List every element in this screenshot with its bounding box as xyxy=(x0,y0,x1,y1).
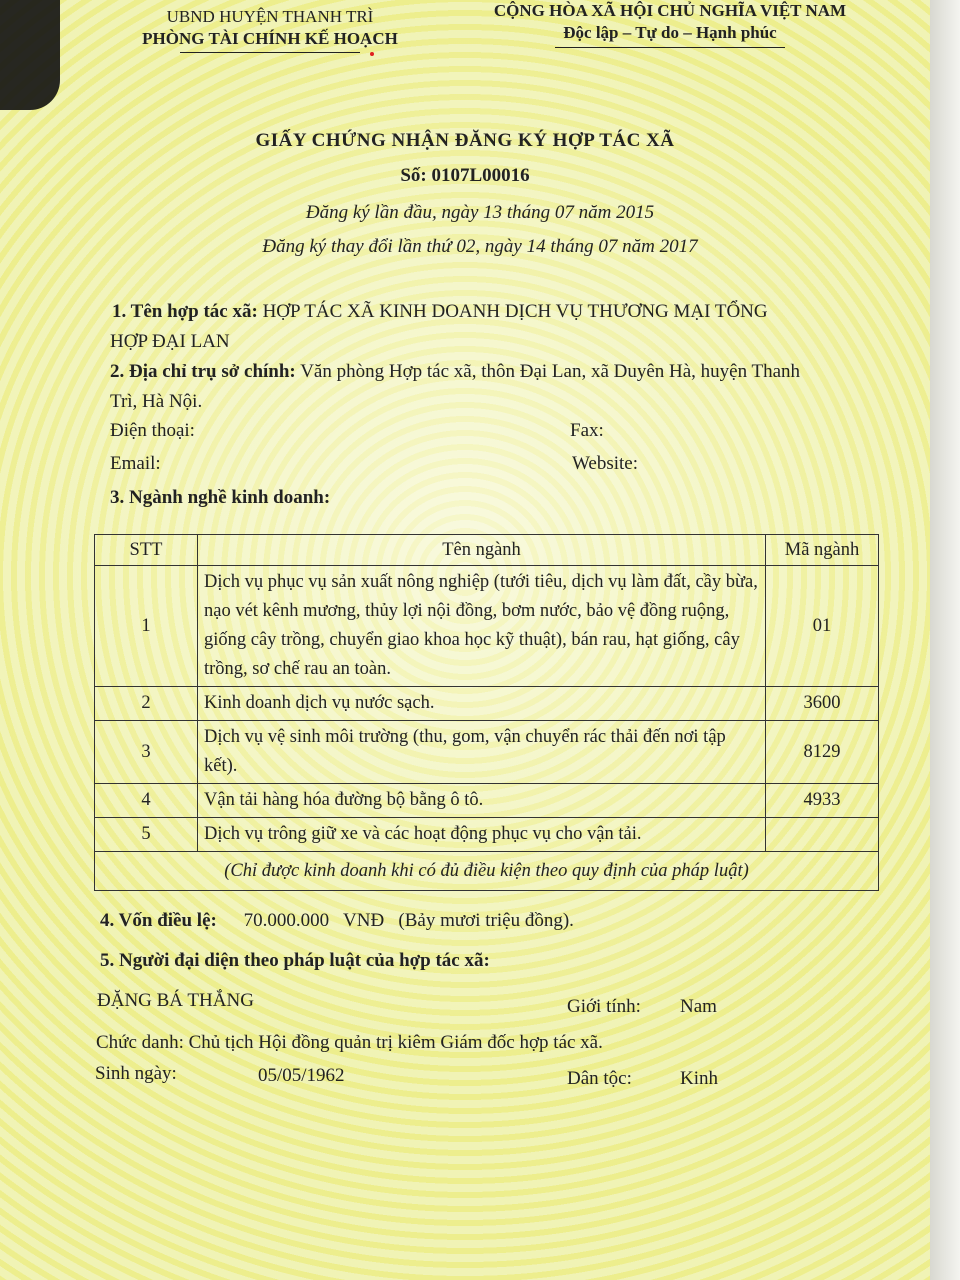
binder-clip xyxy=(0,0,60,110)
ethnicity-label: Dân tộc: xyxy=(567,1068,632,1089)
address-line2: Trì, Hà Nội. xyxy=(110,391,203,412)
certificate-number: Số: 0107L00016 xyxy=(400,165,530,186)
section1-line1 xyxy=(112,301,768,323)
section1-label: 1. Tên hợp tác xã: xyxy=(112,301,258,322)
coop-name-line1: HỢP TÁC XÃ KINH DOANH DỊCH VỤ THƯƠNG MẠI TỔNG xyxy=(262,301,768,322)
section2-line1 xyxy=(110,361,800,383)
section4-label: 4. Vốn điều lệ: xyxy=(100,910,217,931)
row-code: 01 xyxy=(766,566,879,687)
row-code: 4933 xyxy=(766,784,879,818)
table-note-row xyxy=(95,852,879,891)
issuer-header xyxy=(120,6,420,53)
row-name: Kinh doanh dịch vụ nước sạch. xyxy=(198,687,766,721)
table-header-row xyxy=(95,535,879,566)
change-registration: Đăng ký thay đổi lần thứ 02, ngày 14 tháng 07 năm 2017 xyxy=(262,236,698,257)
table-row xyxy=(95,784,879,818)
charter-capital: 70.000.000 VNĐ (Bảy mươi triệu đồng). xyxy=(243,910,574,931)
row-name: Vận tải hàng hóa đường bộ bằng ô tô. xyxy=(198,784,766,818)
issuer-line2: PHÒNG TÀI CHÍNH KẾ HOẠCH xyxy=(142,29,398,48)
background-edge xyxy=(930,0,960,1280)
row-stt: 5 xyxy=(95,818,198,852)
national-motto-line2: Độc lập – Tự do – Hạnh phúc xyxy=(563,23,777,42)
first-registration: Đăng ký lần đầu, ngày 13 tháng 07 năm 2015 xyxy=(305,202,655,223)
row-name: Dịch vụ vệ sinh môi trường (thu, gom, vận chuyển rác thải đến nơi tập kết). xyxy=(198,721,766,784)
row-code xyxy=(766,818,879,852)
coop-name-line2: HỢP ĐẠI LAN xyxy=(110,331,230,352)
column-header-name: Tên ngành xyxy=(198,535,766,566)
gender-value: Nam xyxy=(680,996,717,1017)
column-header-code: Mã ngành xyxy=(766,535,879,566)
position-label: Chức danh: xyxy=(96,1032,184,1053)
fax-label: Fax: xyxy=(570,420,604,441)
motto-underline xyxy=(555,47,785,48)
table-row xyxy=(95,721,879,784)
row-stt: 4 xyxy=(95,784,198,818)
table-row xyxy=(95,818,879,852)
row-code: 8129 xyxy=(766,721,879,784)
section2-label: 2. Địa chỉ trụ sở chính: xyxy=(110,361,296,382)
email-label: Email: xyxy=(110,453,161,474)
website-label: Website: xyxy=(572,453,639,474)
phone-label: Điện thoại: xyxy=(110,420,195,441)
document-title: GIẤY CHỨNG NHẬN ĐĂNG KÝ HỢP TÁC XÃ xyxy=(255,130,675,151)
national-header xyxy=(470,0,870,48)
national-motto-line1: CỘNG HÒA XÃ HỘI CHỦ NGHĨA VIỆT NAM xyxy=(493,1,847,20)
representative-name: ĐẶNG BÁ THẮNG xyxy=(97,990,254,1011)
table-row xyxy=(95,687,879,721)
gender-label: Giới tính: xyxy=(567,996,641,1017)
ethnicity-value: Kinh xyxy=(680,1068,718,1089)
row-name: Dịch vụ trông giữ xe và các hoạt động phục vụ cho vận tải. xyxy=(198,818,766,852)
position-line xyxy=(96,1032,603,1054)
business-lines-table xyxy=(94,534,879,891)
dob-label: Sinh ngày: xyxy=(95,1063,177,1084)
red-mark xyxy=(370,52,374,56)
issuer-line1: UBND HUYỆN THANH TRÌ xyxy=(166,7,374,26)
row-stt: 1 xyxy=(95,566,198,687)
section3-label: 3. Ngành nghề kinh doanh: xyxy=(110,487,331,508)
section5-label: 5. Người đại diện theo pháp luật của hợp tác xã: xyxy=(100,950,490,971)
position-value: Chủ tịch Hội đồng quản trị kiêm Giám đốc hợp tác xã. xyxy=(188,1032,603,1053)
row-name: Dịch vụ phục vụ sản xuất nông nghiệp (tưới tiêu, dịch vụ làm đất, cầy bừa, nạo vét kênh mương, thủy lợi nội đồng, bơm nước, bảo vệ đồng ruộng, giống cây trồng, chuyển giao khoa học kỹ thuật), bán rau, hạt giống, cây trồng, sơ chế rau an toàn. xyxy=(198,566,766,687)
row-stt: 2 xyxy=(95,687,198,721)
column-header-stt: STT xyxy=(95,535,198,566)
section4-line xyxy=(100,910,574,932)
row-stt: 3 xyxy=(95,721,198,784)
row-code: 3600 xyxy=(766,687,879,721)
address-line1: Văn phòng Hợp tác xã, thôn Đại Lan, xã Duyên Hà, huyện Thanh xyxy=(300,361,801,382)
table-row xyxy=(95,566,879,687)
legal-note: (Chỉ được kinh doanh khi có đủ điều kiện theo quy định của pháp luật) xyxy=(95,852,879,891)
dob-value: 05/05/1962 xyxy=(258,1065,345,1086)
issuer-underline xyxy=(180,52,360,53)
